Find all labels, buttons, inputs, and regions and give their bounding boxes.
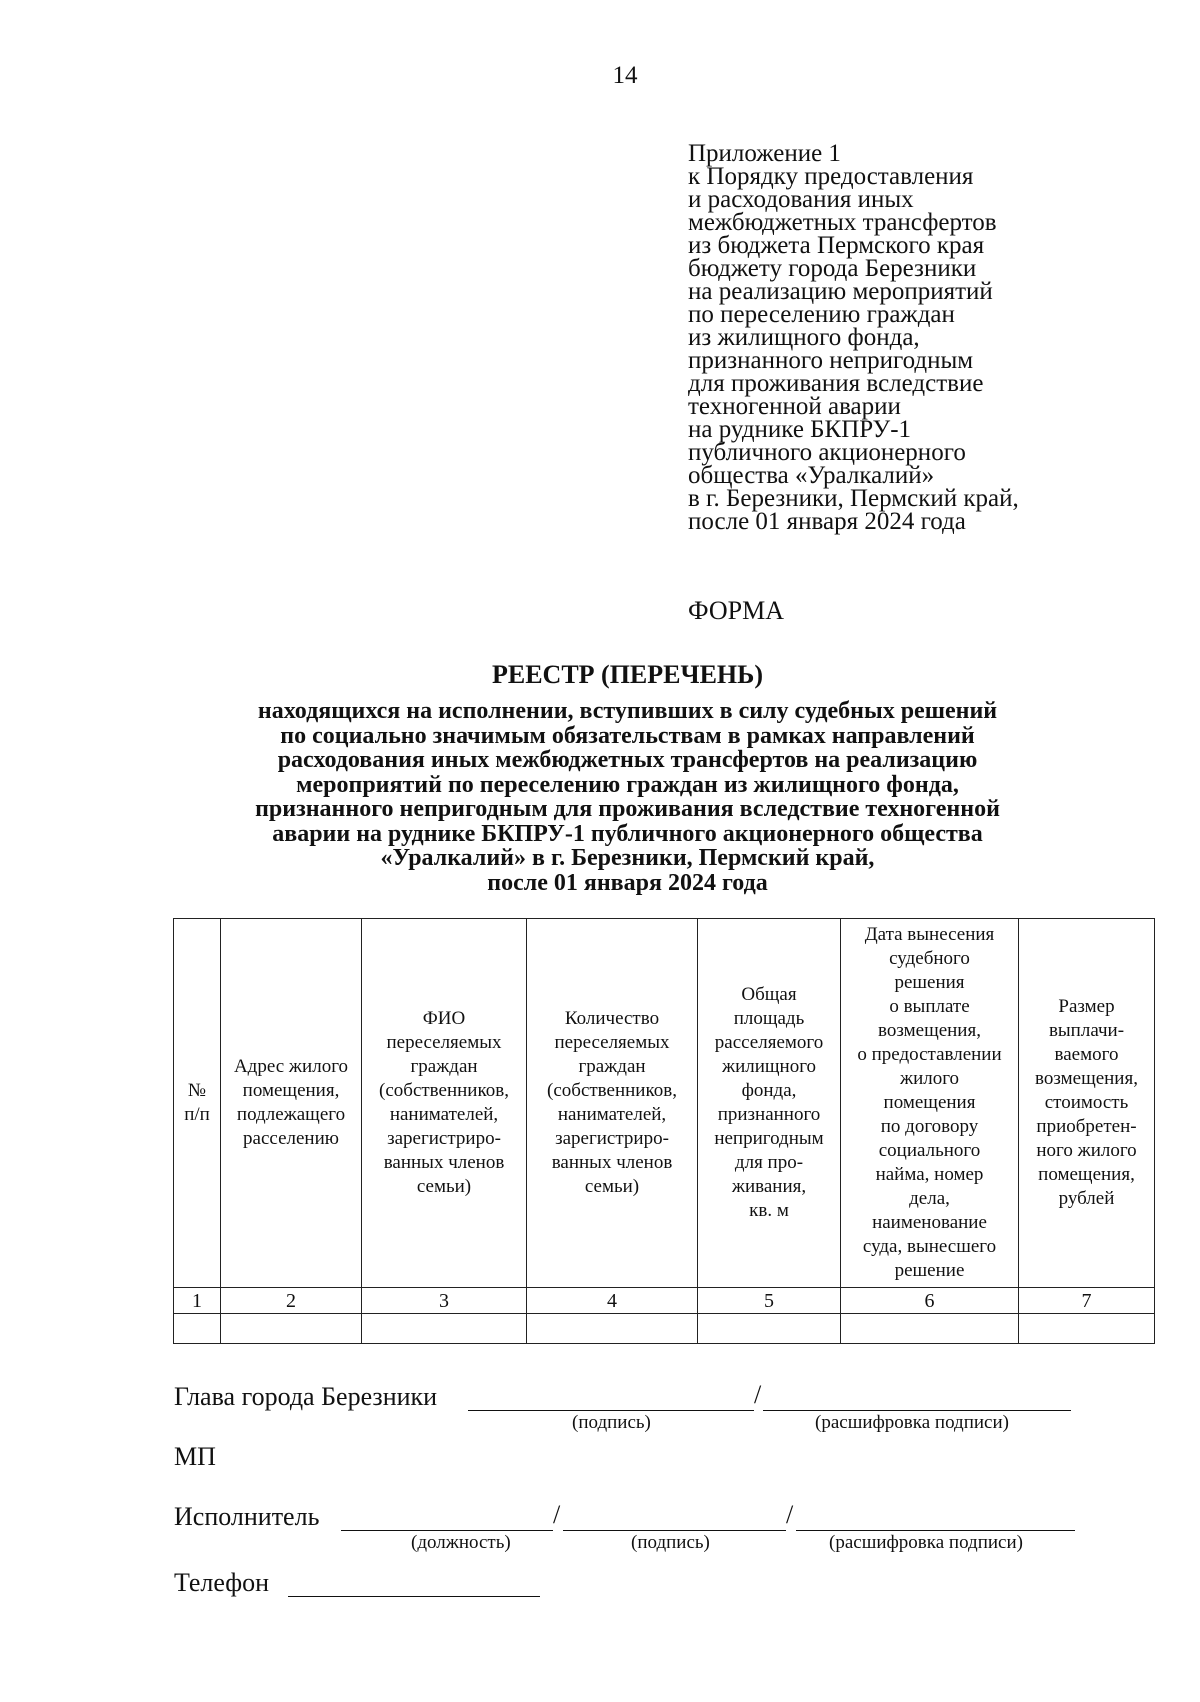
stamp-label: МП	[174, 1442, 216, 1471]
phone-label: Телефон	[174, 1568, 270, 1597]
appendix-line: из жилищного фонда,	[688, 324, 920, 351]
column-number-row	[174, 1288, 1155, 1314]
registry-table	[173, 918, 1155, 1344]
head-label: Глава города Березники	[174, 1382, 438, 1411]
column-header-amount: Размер выплачи- ваемого возмещения, стоимость приобретен- ного жилого помещения, рублей	[1019, 919, 1155, 1288]
slash: /	[786, 1500, 794, 1529]
registry-subtitle	[160, 699, 1095, 895]
empty-data-row	[174, 1314, 1155, 1344]
registry-title: РЕЕСТР (ПЕРЕЧЕНЬ)	[491, 660, 763, 689]
table-header-row	[174, 919, 1155, 1288]
appendix-line: и расходования иных	[688, 186, 914, 213]
appendix-line: по переселению граждан	[688, 301, 955, 328]
slash: /	[553, 1500, 561, 1529]
phone-line	[288, 1596, 540, 1597]
empty-cell	[221, 1314, 362, 1344]
appendix-line: к Порядку предоставления	[688, 163, 974, 190]
executor-position-line	[341, 1530, 553, 1531]
appendix-line: Приложение 1	[688, 140, 841, 167]
appendix-line: межбюджетных трансфертов	[688, 209, 997, 236]
subtitle-line: после 01 января 2024 года	[487, 869, 768, 896]
slash: /	[754, 1380, 762, 1409]
appendix-line: в г. Березники, Пермский край,	[688, 485, 1019, 512]
column-header-court-decision: Дата вынесения судебного решения о выплате возмещения, о предоставлении жилого помещения по договору социального найма, номер дела, наименование суда, вынесшего решение	[841, 919, 1019, 1288]
column-number: 4	[527, 1288, 698, 1314]
appendix-line: публичного акционерного	[688, 439, 966, 466]
column-number: 3	[362, 1288, 527, 1314]
head-decode-line	[763, 1410, 1071, 1411]
head-sign-caption: (подпись)	[572, 1412, 651, 1433]
column-number: 7	[1019, 1288, 1155, 1314]
column-number: 5	[698, 1288, 841, 1314]
page-number: 14	[612, 62, 638, 89]
column-header-count: Количество переселяемых граждан (собственников, нанимателей, зарегистриро- ванных членов семьи)	[527, 919, 698, 1288]
appendix-line: на руднике БКПРУ-1	[688, 416, 912, 443]
executor-decode-line	[796, 1530, 1075, 1531]
appendix-block	[688, 142, 1108, 533]
subtitle-line: по социально значимым обязательствам в рамках направлений	[280, 722, 975, 749]
empty-cell	[362, 1314, 527, 1344]
executor-decode-caption: (расшифровка подписи)	[829, 1532, 1023, 1553]
appendix-line: на реализацию мероприятий	[688, 278, 993, 305]
appendix-line: из бюджета Пермского края	[688, 232, 985, 259]
appendix-line: бюджету города Березники	[688, 255, 977, 282]
executor-label: Исполнитель	[174, 1502, 320, 1531]
subtitle-line: признанного непригодным для проживания вследствие техногенной	[255, 796, 1000, 822]
appendix-line: общества «Уралкалий»	[688, 462, 935, 489]
form-label: ФОРМА	[688, 596, 784, 625]
executor-sign-caption: (подпись)	[631, 1532, 710, 1553]
empty-cell	[174, 1314, 221, 1344]
column-number: 2	[221, 1288, 362, 1314]
appendix-line: техногенной аварии	[688, 393, 901, 420]
executor-position-caption: (должность)	[411, 1532, 511, 1553]
subtitle-line: находящихся на исполнении, вступивших в силу судебных решений	[257, 698, 998, 724]
head-signature-line	[468, 1410, 754, 1411]
subtitle-line: расходования иных межбюджетных трансфертов на реализацию	[277, 747, 978, 773]
column-number: 1	[174, 1288, 221, 1314]
head-decode-caption: (расшифровка подписи)	[815, 1412, 1009, 1433]
empty-cell	[698, 1314, 841, 1344]
empty-cell	[841, 1314, 1019, 1344]
subtitle-line: мероприятий по переселению граждан из жилищного фонда,	[296, 771, 959, 798]
subtitle-line: «Уралкалий» в г. Березники, Пермский край,	[380, 845, 875, 871]
subtitle-line: аварии на руднике БКПРУ-1 публичного акционерного общества	[272, 820, 983, 847]
executor-signature-line	[563, 1530, 786, 1531]
appendix-line: после 01 января 2024 года	[688, 508, 966, 535]
empty-cell	[527, 1314, 698, 1344]
empty-cell	[1019, 1314, 1155, 1344]
column-header-number: № п/п	[174, 919, 221, 1288]
appendix-line: для проживания вследствие	[688, 370, 984, 397]
column-number: 6	[841, 1288, 1019, 1314]
column-header-address: Адрес жилого помещения, подлежащего расселению	[221, 919, 362, 1288]
appendix-line: признанного непригодным	[688, 347, 974, 374]
column-header-full-name: ФИО переселяемых граждан (собственников, нанимателей, зарегистриро- ванных членов семьи)	[362, 919, 527, 1288]
column-header-area: Общая площадь расселяемого жилищного фонда, признанного непригодным для про- живания, кв. м	[698, 919, 841, 1288]
